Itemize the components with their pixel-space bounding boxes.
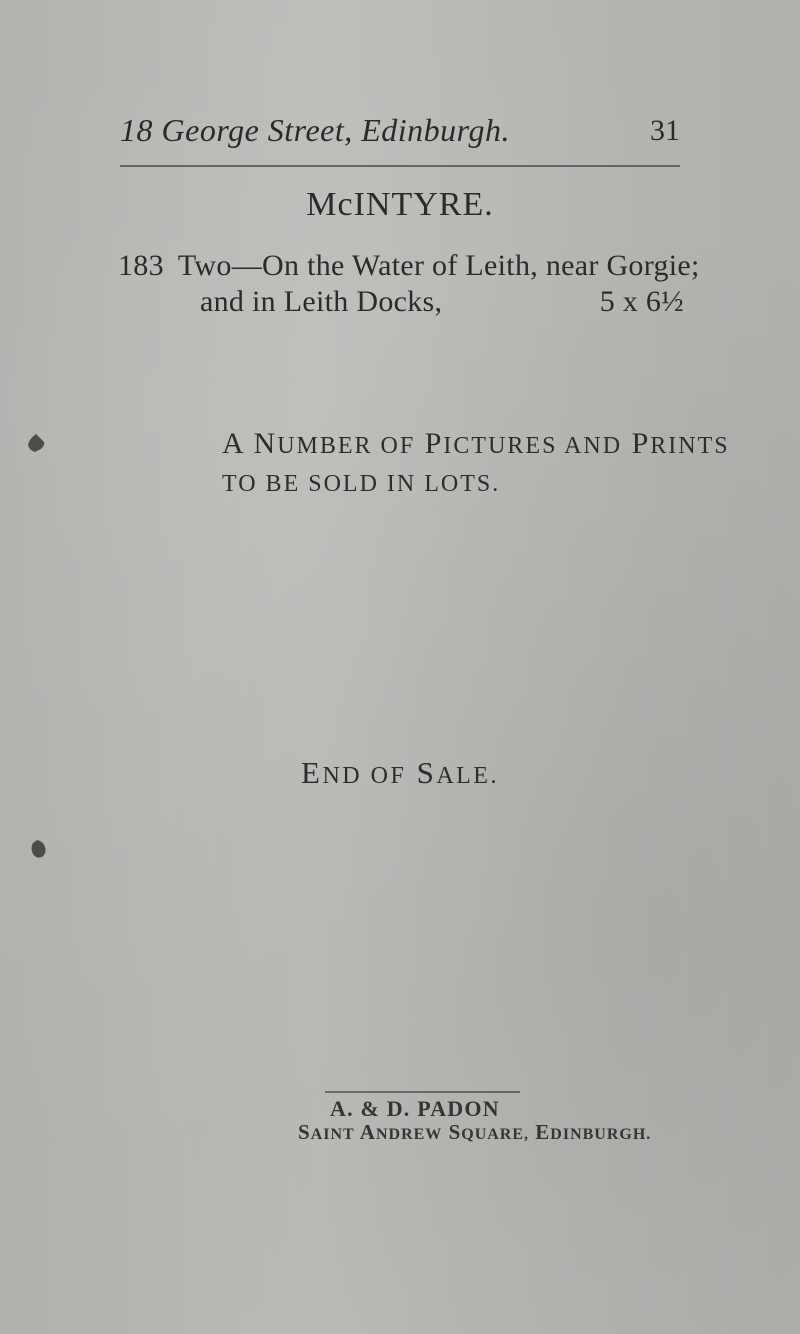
notice-line-1 bbox=[222, 425, 730, 465]
address-rest-3: QUARE, bbox=[461, 1126, 530, 1143]
address-initial-1: S bbox=[298, 1120, 311, 1144]
end-rest: ND OF bbox=[322, 763, 407, 789]
notice-word-prints-rest: RINTS bbox=[650, 433, 730, 459]
sale-rest: ALE. bbox=[436, 763, 499, 789]
address-initial-3: S bbox=[448, 1120, 462, 1144]
notice-line-2: TO BE SOLD IN LOTS. bbox=[222, 471, 501, 497]
address-initial-2: A bbox=[359, 1120, 376, 1144]
end-of-sale-heading bbox=[0, 755, 800, 791]
lot-line-1 bbox=[118, 248, 700, 284]
running-head bbox=[120, 112, 680, 152]
lot-entry bbox=[118, 248, 700, 320]
address-rest-2: NDREW bbox=[375, 1126, 443, 1143]
lot-description-line-1: Two—On the Water of Leith, near Gorgie; bbox=[177, 249, 700, 282]
artist-heading: McINTYRE. bbox=[306, 186, 494, 223]
notice-word-prints-initial: P bbox=[631, 427, 651, 460]
header-rule bbox=[120, 165, 680, 167]
notice-word-number-initial: N bbox=[253, 427, 278, 460]
ink-blot-icon bbox=[26, 433, 46, 453]
notice-word-a: A bbox=[222, 427, 245, 460]
lot-number: 183 bbox=[118, 249, 164, 282]
notice-word-number-rest: UMBER OF bbox=[277, 433, 416, 459]
end-initial: E bbox=[301, 755, 323, 790]
printer-name: A. & D. PADON bbox=[330, 1096, 500, 1121]
lot-size: 5 x 6½ bbox=[599, 285, 684, 318]
address-rest-1: AINT bbox=[310, 1126, 355, 1143]
address-initial-4: E bbox=[535, 1120, 551, 1144]
notice-word-pictures-rest: ICTURES AND bbox=[443, 433, 623, 459]
address-rest-4: DINBURGH. bbox=[550, 1126, 652, 1143]
page-number: 31 bbox=[650, 114, 680, 147]
lot-line-2 bbox=[118, 284, 684, 320]
printer-address bbox=[298, 1120, 651, 1145]
imprint-rule bbox=[325, 1091, 520, 1093]
ink-blot-icon bbox=[29, 839, 49, 859]
notice-word-pictures-initial: P bbox=[424, 427, 444, 460]
lot-description-line-2: and in Leith Docks, bbox=[200, 285, 443, 318]
running-title: 18 George Street, Edinburgh. bbox=[120, 112, 510, 148]
lots-notice bbox=[222, 425, 730, 503]
sale-initial: S bbox=[416, 755, 437, 790]
